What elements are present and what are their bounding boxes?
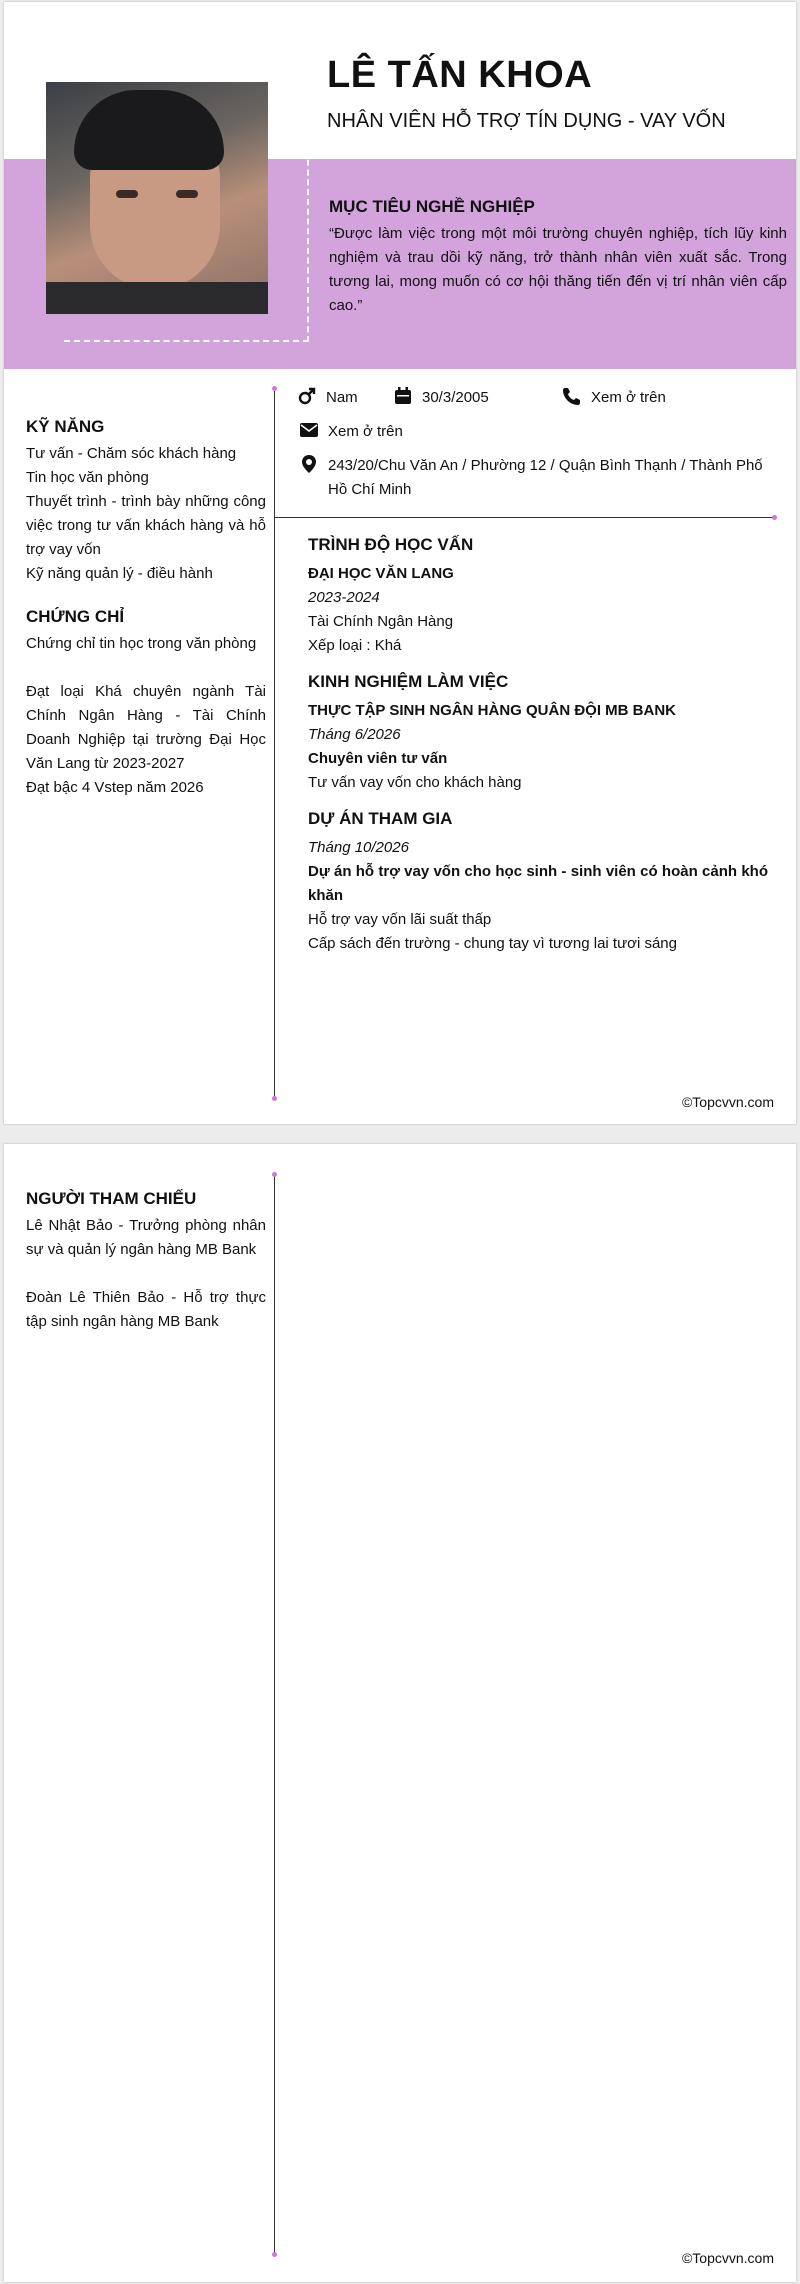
education-title: TRÌNH ĐỘ HỌC VẤN [308,535,474,554]
gender-icon [297,386,317,406]
divider-dot [272,1172,277,1177]
footer-credit: ©Topcvvn.com [681,1094,774,1110]
project-detail: Cấp sách đến trường - chung tay vì tương lai tươi sáng [308,935,677,952]
skill-item: Tin học văn phòng [26,469,149,486]
skill-item: Thuyết trình - trình bày những công việc trong tư vấn khách hàng và hỗ trợ vay vốn [26,493,266,558]
project-name: Dự án hỗ trợ vay vốn cho học sinh - sinh viên có hoàn cảnh khó khăn [308,863,768,904]
education-major: Tài Chính Ngân Hàng [308,613,454,630]
experience-period: Tháng 6/2026 [308,726,401,743]
birthday-value: 30/3/2005 [422,389,489,406]
objective-text: “Được làm việc trong một môi trường chuyên nghiệp, tích lũy kinh nghiệm và trau dồi kỹ năng, trở thành nhân viên xuất sắc. Trong tương lai, mong muốn có cơ hội thăng tiến đến vị trí nhân viên cấp cao.” [329,225,787,314]
cv-page-2 [4,1144,796,2282]
reference-item: Đoàn Lê Thiên Bảo - Hỗ trợ thực tập sinh ngân hàng MB Bank [26,1289,266,1330]
education-school: ĐẠI HỌC VĂN LANG [308,565,454,582]
project-period: Tháng 10/2026 [308,839,409,856]
email-icon [299,420,319,440]
cv-page-1 [4,2,796,1124]
divider-dot [272,1096,277,1101]
certificate-item: Chứng chỉ tin học trong văn phòng [26,635,257,652]
experience-company: THỰC TẬP SINH NGÂN HÀNG QUÂN ĐỘI MB BANK [308,702,676,719]
address-value: 243/20/Chu Văn An / Phường 12 / Quận Bình Thạnh / Thành Phố Hồ Chí Minh [328,457,763,498]
job-title: NHÂN VIÊN HỖ TRỢ TÍN DỤNG - VAY VỐN [327,110,726,132]
divider-dot [272,2252,277,2257]
calendar-icon [393,386,413,406]
education-period: 2023-2024 [308,589,380,606]
certificate-item: Đạt bậc 4 Vstep năm 2026 [26,779,204,796]
skills-title: KỸ NĂNG [26,417,105,436]
column-divider [274,388,275,1098]
education-grade: Xếp loại : Khá [308,637,402,654]
experience-title: KINH NGHIỆM LÀM VIỆC [308,672,509,691]
phone-value: Xem ở trên [591,389,666,406]
profile-photo [46,82,268,314]
email-value: Xem ở trên [328,423,403,440]
experience-description: Tư vấn vay vốn cho khách hàng [308,774,522,791]
project-detail: Hỗ trợ vay vốn lãi suất thấp [308,911,492,928]
contact-divider [274,517,774,518]
location-icon [299,454,319,474]
projects-title: DỰ ÁN THAM GIA [308,809,453,828]
reference-item: Lê Nhật Bảo - Trưởng phòng nhân sự và quản lý ngân hàng MB Bank [26,1217,266,1258]
certificate-item: Đạt loại Khá chuyên ngành Tài Chính Ngân Hàng - Tài Chính Doanh Nghiệp tại trường Đại Học Văn Lang từ 2023-2027 [26,683,266,772]
column-divider [274,1174,275,2254]
skill-item: Tư vấn - Chăm sóc khách hàng [26,445,237,462]
candidate-name: LÊ TẤN KHOA [327,54,593,96]
objective-title: MỤC TIÊU NGHỀ NGHIỆP [329,197,535,216]
divider-dot [772,515,777,520]
divider-dot [272,386,277,391]
certificates-title: CHỨNG CHỈ [26,607,125,626]
references-title: NGƯỜI THAM CHIẾU [26,1189,197,1208]
footer-credit: ©Topcvvn.com [681,2250,774,2266]
gender-value: Nam [326,389,358,406]
phone-icon [561,386,581,406]
experience-position: Chuyên viên tư vấn [308,750,448,767]
skill-item: Kỹ năng quản lý - điều hành [26,565,213,582]
